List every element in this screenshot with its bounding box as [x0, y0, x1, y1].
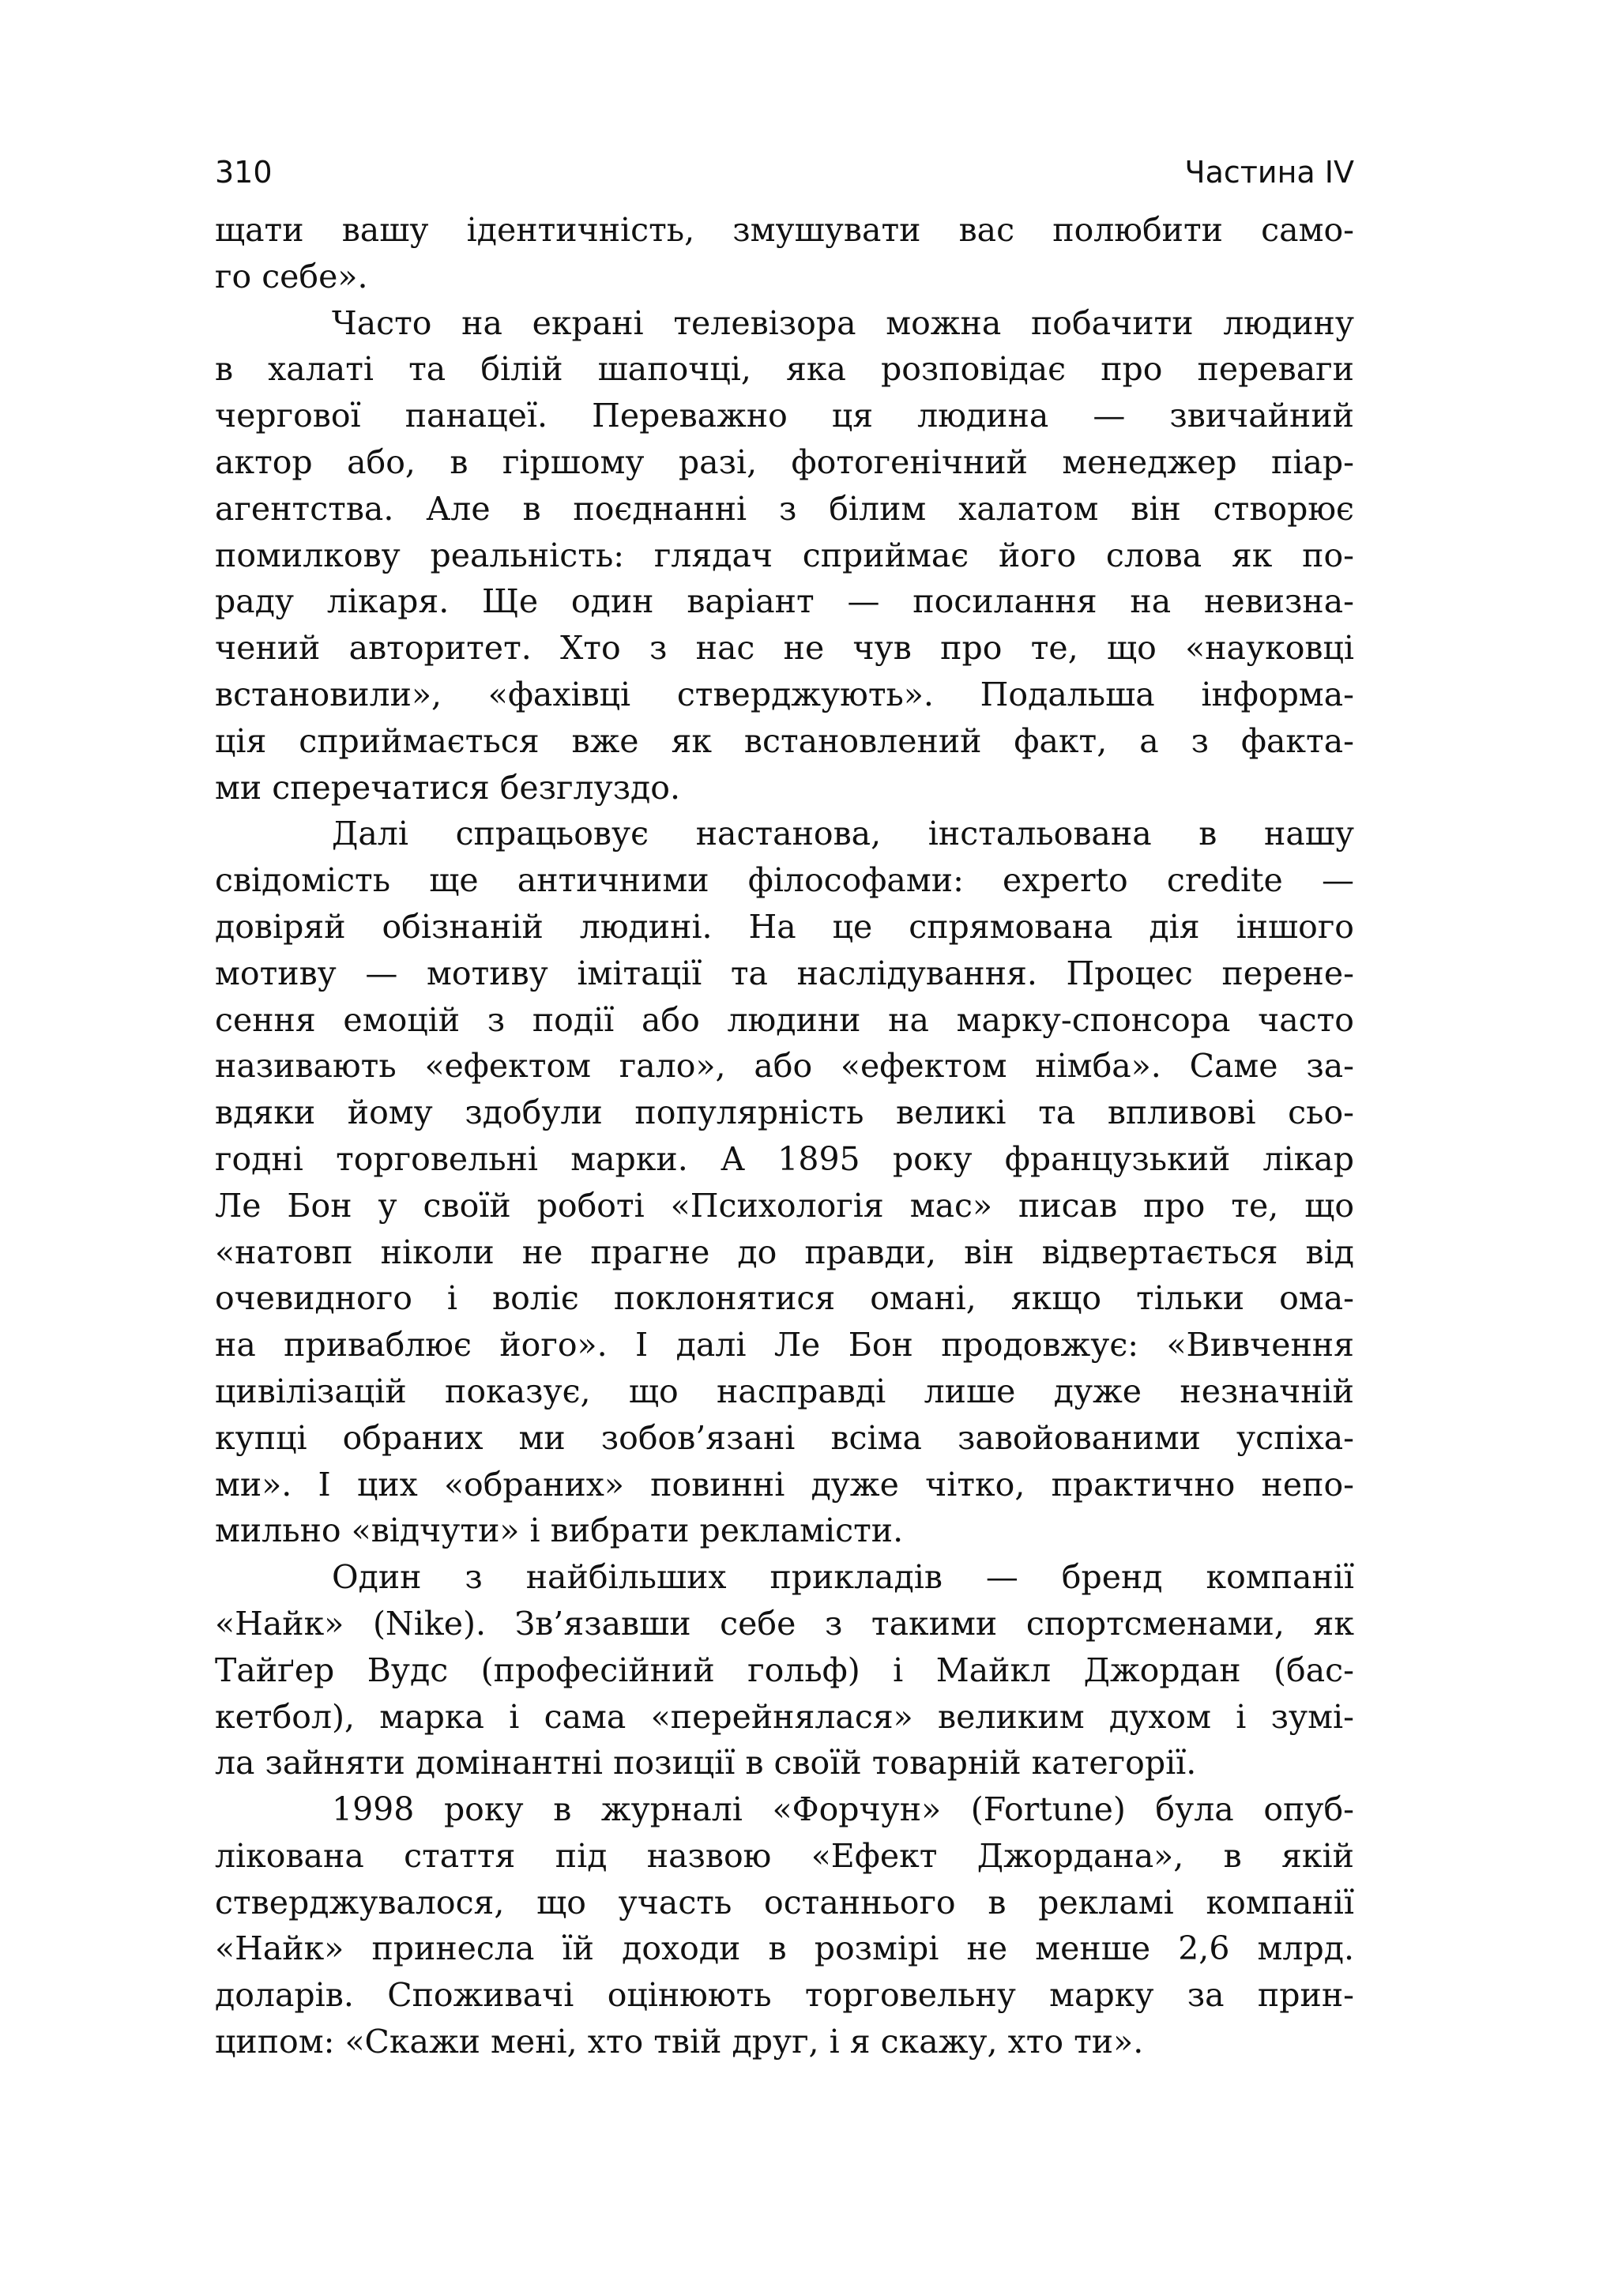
- text-line: мотиву — мотиву імітації та наслідування. Процес перене-: [215, 954, 1354, 992]
- page-number: 310: [215, 155, 273, 190]
- text-line: називають «ефектом гало», або «ефектом німба». Саме за-: [215, 1047, 1354, 1086]
- text-line: «Найк» принесла їй доходи в розмірі не менше 2,6 млрд.: [215, 1929, 1354, 1968]
- text-line: Ле Бон у своїй роботі «Психологія мас» писав про те, що: [215, 1186, 1354, 1225]
- text-line: Далі спрацьовує настанова, інстальована в нашу: [332, 815, 1354, 853]
- text-line: встановили», «фахівці стверджують». Подальша інформа-: [215, 675, 1354, 713]
- text-line: очевидного і воліє поклонятися омані, якщо тільки ома-: [215, 1279, 1354, 1318]
- text-line: вдяки йому здобули популярність великі та впливові сьо-: [215, 1093, 1354, 1132]
- text-line: ми». І цих «обраних» повинні дуже чітко, практично непо-: [215, 1465, 1354, 1504]
- text-line: щати вашу ідентичність, змушувати вас полюбити само-: [215, 211, 1354, 249]
- text-line: доларів. Споживачі оцінюють торговельну марку за прин-: [215, 1976, 1354, 2015]
- text-line: на приваблює його». І далі Ле Бон продовжує: «Вивчення: [215, 1326, 1354, 1364]
- text-line: актор або, в гіршому разі, фотогенічний менеджер піар-: [215, 442, 1354, 481]
- text-line: чергової панацеї. Переважно ця людина — звичайний: [215, 397, 1354, 435]
- page-header: [215, 149, 1354, 196]
- text-line: го себе».: [215, 257, 368, 295]
- text-line: Один з найбільших прикладів — бренд компанії: [332, 1558, 1354, 1597]
- text-line: ла зайняти домінантні позиції в своїй товарній категорії.: [215, 1744, 1197, 1782]
- text-line: стверджувалося, що участь останнього в рекламі компанії: [215, 1883, 1354, 1921]
- text-line: годні торговельні марки. А 1895 року французький лікар: [215, 1139, 1354, 1178]
- text-line: ципом: «Скажи мені, хто твій друг, і я скажу, хто ти».: [215, 2023, 1144, 2061]
- text-line: помилкову реальність: глядач сприймає його слова як по-: [215, 536, 1354, 574]
- text-line: Тайґер Вудс (професійний гольф) і Майкл Джордан (бас-: [215, 1650, 1354, 1689]
- text-line: агентства. Але в поєднанні з білим халатом він створює: [215, 489, 1354, 528]
- text-line: лікована стаття під назвою «Ефект Джордана», в якій: [215, 1836, 1354, 1875]
- text-line: «Найк» (Nike). Зв’язавши себе з такими спортсменами, як: [215, 1604, 1354, 1643]
- text-line: мильно «відчути» і вибрати рекламісти.: [215, 1511, 904, 1550]
- running-head: Частина IV: [1184, 155, 1354, 190]
- text-line: купці обраних ми зобов’язані всіма завойованими успіха-: [215, 1418, 1354, 1457]
- text-line: раду лікаря. Ще один варіант — посилання на невизна-: [215, 582, 1354, 621]
- text-line: «натовп ніколи не прагне до правди, він відвертається від: [215, 1233, 1354, 1271]
- text-line: довіряй обізнаній людині. На це спрямована дія іншого: [215, 907, 1354, 946]
- text-line: ми сперечатися безглуздо.: [215, 768, 681, 807]
- text-line: сення емоцій з події або людини на марку-спонсора часто: [215, 1000, 1354, 1039]
- text-line: 1998 року в журналі «Форчун» (Fortune) була опуб-: [332, 1790, 1354, 1829]
- text-line: в халаті та білій шапочці, яка розповідає про переваги: [215, 350, 1354, 389]
- text-line: кетбол), марка і сама «перейнялася» великим духом і зумі-: [215, 1697, 1354, 1736]
- text-line: свідомість ще античними філософами: experto credite —: [215, 861, 1354, 900]
- text-line: Часто на екрані телевізора можна побачити людину: [332, 303, 1354, 342]
- text-line: ція сприймається вже як встановлений факт, а з факта-: [215, 721, 1354, 760]
- text-line: чений авторитет. Хто з нас не чув про те, що «науковці: [215, 629, 1354, 668]
- body-text: [215, 207, 1354, 2065]
- text-line: цивілізацій показує, що насправді лише дуже незначній: [215, 1372, 1354, 1410]
